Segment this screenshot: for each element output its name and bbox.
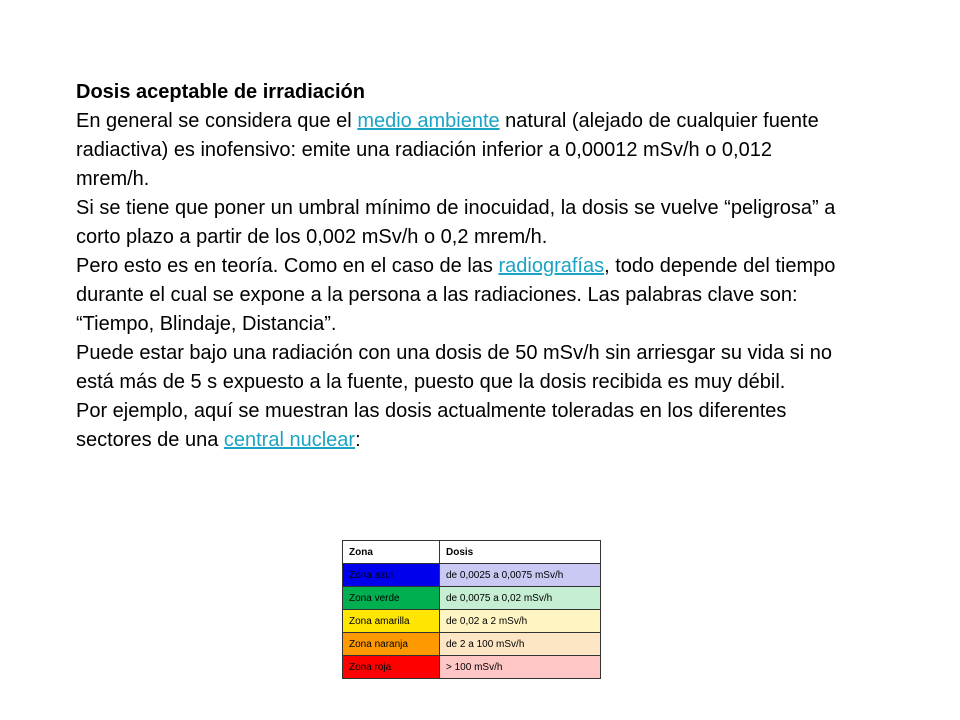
paragraph-3-text-start: Pero esto es en teoría. Como en el caso de las [76, 255, 499, 277]
dose-cell: de 0,0075 a 0,02 mSv/h [440, 587, 601, 610]
link-medio-ambiente[interactable]: medio ambiente [357, 110, 500, 132]
zone-cell: Zona naranja [343, 633, 440, 656]
table-row [343, 587, 601, 610]
link-radiografias[interactable]: radiografías [498, 255, 605, 277]
paragraph-1-text-end: natural (alejado de cualquier fuente radiactiva) es inofensivo: emite una radiación inferior a 0,00012 mSv/h o 0,012 mrem/h. [76, 110, 819, 190]
paragraph-1-text-start: En general se considera que el [76, 110, 358, 132]
table-row [343, 656, 601, 679]
table-header-zona: Zona [343, 541, 440, 564]
paragraph-3-text-end: , todo depende del tiempo durante el cual se expone a la persona a las radiaciones. Las palabras clave son: “Tiempo, Blindaje, Distancia”. [76, 255, 836, 335]
paragraph-2: Si se tiene que poner un umbral mínimo de inocuidad, la dosis se vuelve “peligrosa” a corto plazo a partir de los 0,002 mSv/h o 0,2 mrem/h. [76, 197, 836, 248]
paragraph-5 [76, 397, 836, 455]
document-body [76, 78, 836, 455]
paragraph-5-text-start: Por ejemplo, aquí se muestran las dosis actualmente toleradas en los diferentes sectores de una [76, 400, 787, 451]
zone-cell: Zona amarilla [343, 610, 440, 633]
link-central-nuclear[interactable]: central nuclear [223, 429, 356, 451]
dose-zones-table [342, 540, 601, 679]
dose-cell: de 0,02 a 2 mSv/h [440, 610, 601, 633]
table-row [343, 633, 601, 656]
zone-cell: Zona azul [343, 564, 440, 587]
table-row [343, 610, 601, 633]
table-row [343, 564, 601, 587]
paragraph-4: Puede estar bajo una radiación con una dosis de 50 mSv/h sin arriesgar su vida si no está más de 5 s expuesto a la fuente, puesto que la dosis recibida es muy débil. [76, 342, 833, 393]
table-header-row [343, 541, 601, 564]
table-body [343, 564, 601, 679]
dose-cell: > 100 mSv/h [440, 656, 601, 679]
paragraph-1 [76, 107, 836, 194]
dose-cell: de 2 a 100 mSv/h [440, 633, 601, 656]
table-header-dosis: Dosis [440, 541, 601, 564]
zone-cell: Zona verde [343, 587, 440, 610]
zone-cell: Zona roja [343, 656, 440, 679]
paragraph-3 [76, 252, 836, 339]
dose-cell: de 0,0025 a 0,0075 mSv/h [440, 564, 601, 587]
document-title: Dosis aceptable de irradiación [76, 81, 365, 103]
paragraph-5-text-end: : [355, 429, 361, 451]
